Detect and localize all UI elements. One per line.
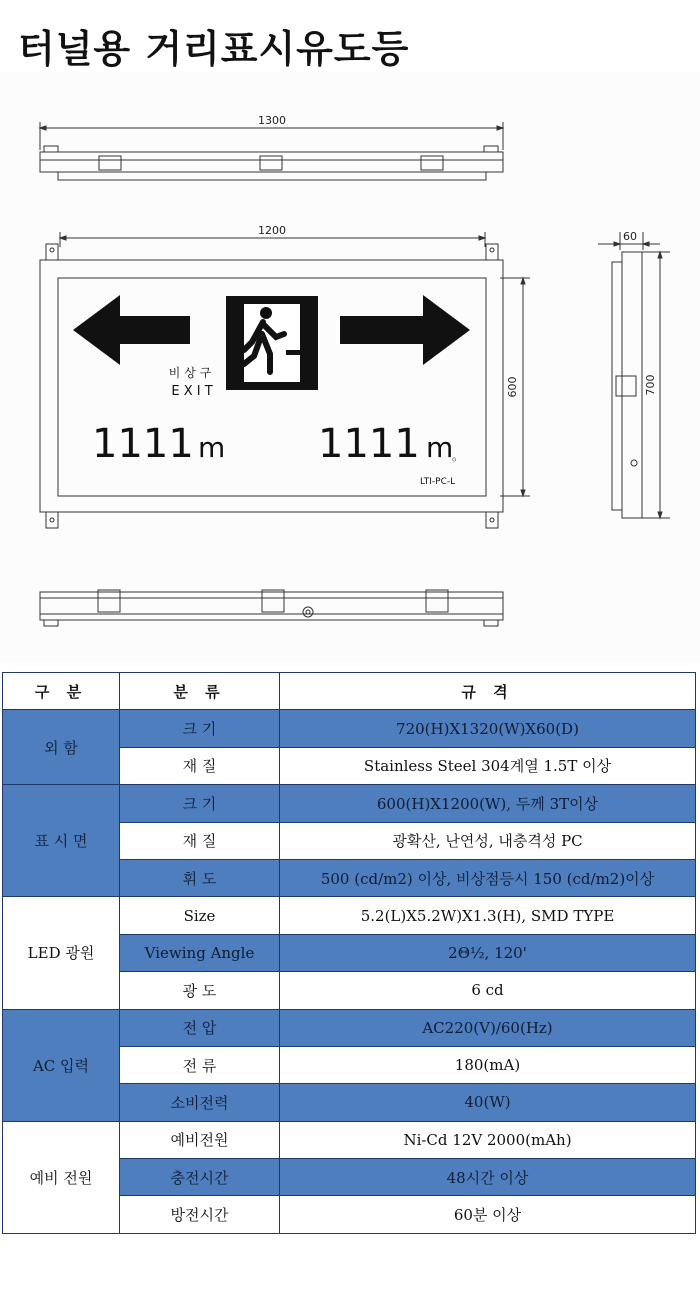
spec-cell: AC220(V)/60(Hz) [280,1009,696,1046]
category-cell: 휘 도 [120,859,280,896]
category-cell: 재 질 [120,822,280,859]
spec-cell: 6 cd [280,972,696,1009]
distance-left: 1111 [92,421,194,467]
category-cell: 광 도 [120,972,280,1009]
group-cell: 외 함 [3,710,120,785]
group-cell: AC 입력 [3,1009,120,1121]
running-man-icon [226,296,318,390]
unit-right-mark: 。 [452,449,465,463]
spec-table-body [3,710,696,1233]
table-row [3,785,696,822]
side-view [598,232,670,518]
header-group: 구 분 [3,673,120,710]
table-header-row [3,673,696,710]
spec-cell: 60분 이상 [280,1196,696,1233]
dim-side-depth: 60 [623,230,637,243]
dim-front-height: 600 [506,376,519,398]
category-cell: 예비전원 [120,1121,280,1158]
unit-left: m [198,431,226,464]
table-row [3,1121,696,1158]
table-row [3,710,696,747]
arrow-right-icon [340,295,470,365]
category-cell: 충전시간 [120,1159,280,1196]
category-cell: 소비전력 [120,1084,280,1121]
spec-cell: 40(W) [280,1084,696,1121]
dim-top-width: 1300 [258,114,286,127]
group-cell: 예비 전원 [3,1121,120,1233]
spec-cell: 광확산, 난연성, 내충격성 PC [280,822,696,859]
dim-side-height: 700 [644,374,657,396]
group-cell: 표 시 면 [3,785,120,897]
page-title: 터널용 거리표시유도등 [18,27,410,71]
spec-cell: Ni-Cd 12V 2000(mAh) [280,1121,696,1158]
spec-cell: 48시간 이상 [280,1159,696,1196]
technical-drawing [0,72,700,662]
bottom-view [40,590,503,626]
spec-cell: 600(H)X1200(W), 두께 3T이상 [280,785,696,822]
spec-cell: 720(H)X1320(W)X60(D) [280,710,696,747]
category-cell: 크 기 [120,785,280,822]
distance-right: 1111 [318,421,420,467]
table-row [3,1009,696,1046]
header-spec: 규 격 [280,673,696,710]
group-cell: LED 광원 [3,897,120,1009]
spec-table [2,672,696,1234]
sign-face [73,295,470,487]
spec-cell: 180(mA) [280,1046,696,1083]
dim-front-width: 1200 [258,224,286,237]
category-cell: 크 기 [120,710,280,747]
sign-korean: 비 상 구 [168,366,212,380]
table-row [3,897,696,934]
spec-cell: 5.2(L)X5.2W)X1.3(H), SMD TYPE [280,897,696,934]
category-cell: 전 압 [120,1009,280,1046]
model-label: LTI-PC-L [420,477,456,487]
category-cell: Viewing Angle [120,934,280,971]
spec-cell: Stainless Steel 304계열 1.5T 이상 [280,747,696,784]
header-category: 분 류 [120,673,280,710]
unit-right: m [426,431,454,464]
category-cell: 전 류 [120,1046,280,1083]
category-cell: 방전시간 [120,1196,280,1233]
spec-cell: 500 (cd/m2) 이상, 비상점등시 150 (cd/m2)이상 [280,859,696,896]
top-view [40,122,503,180]
category-cell: 재 질 [120,747,280,784]
category-cell: Size [120,897,280,934]
spec-cell: 2Θ½, 120' [280,934,696,971]
sign-exit: E X I T [171,384,213,399]
arrow-left-icon [73,295,190,365]
